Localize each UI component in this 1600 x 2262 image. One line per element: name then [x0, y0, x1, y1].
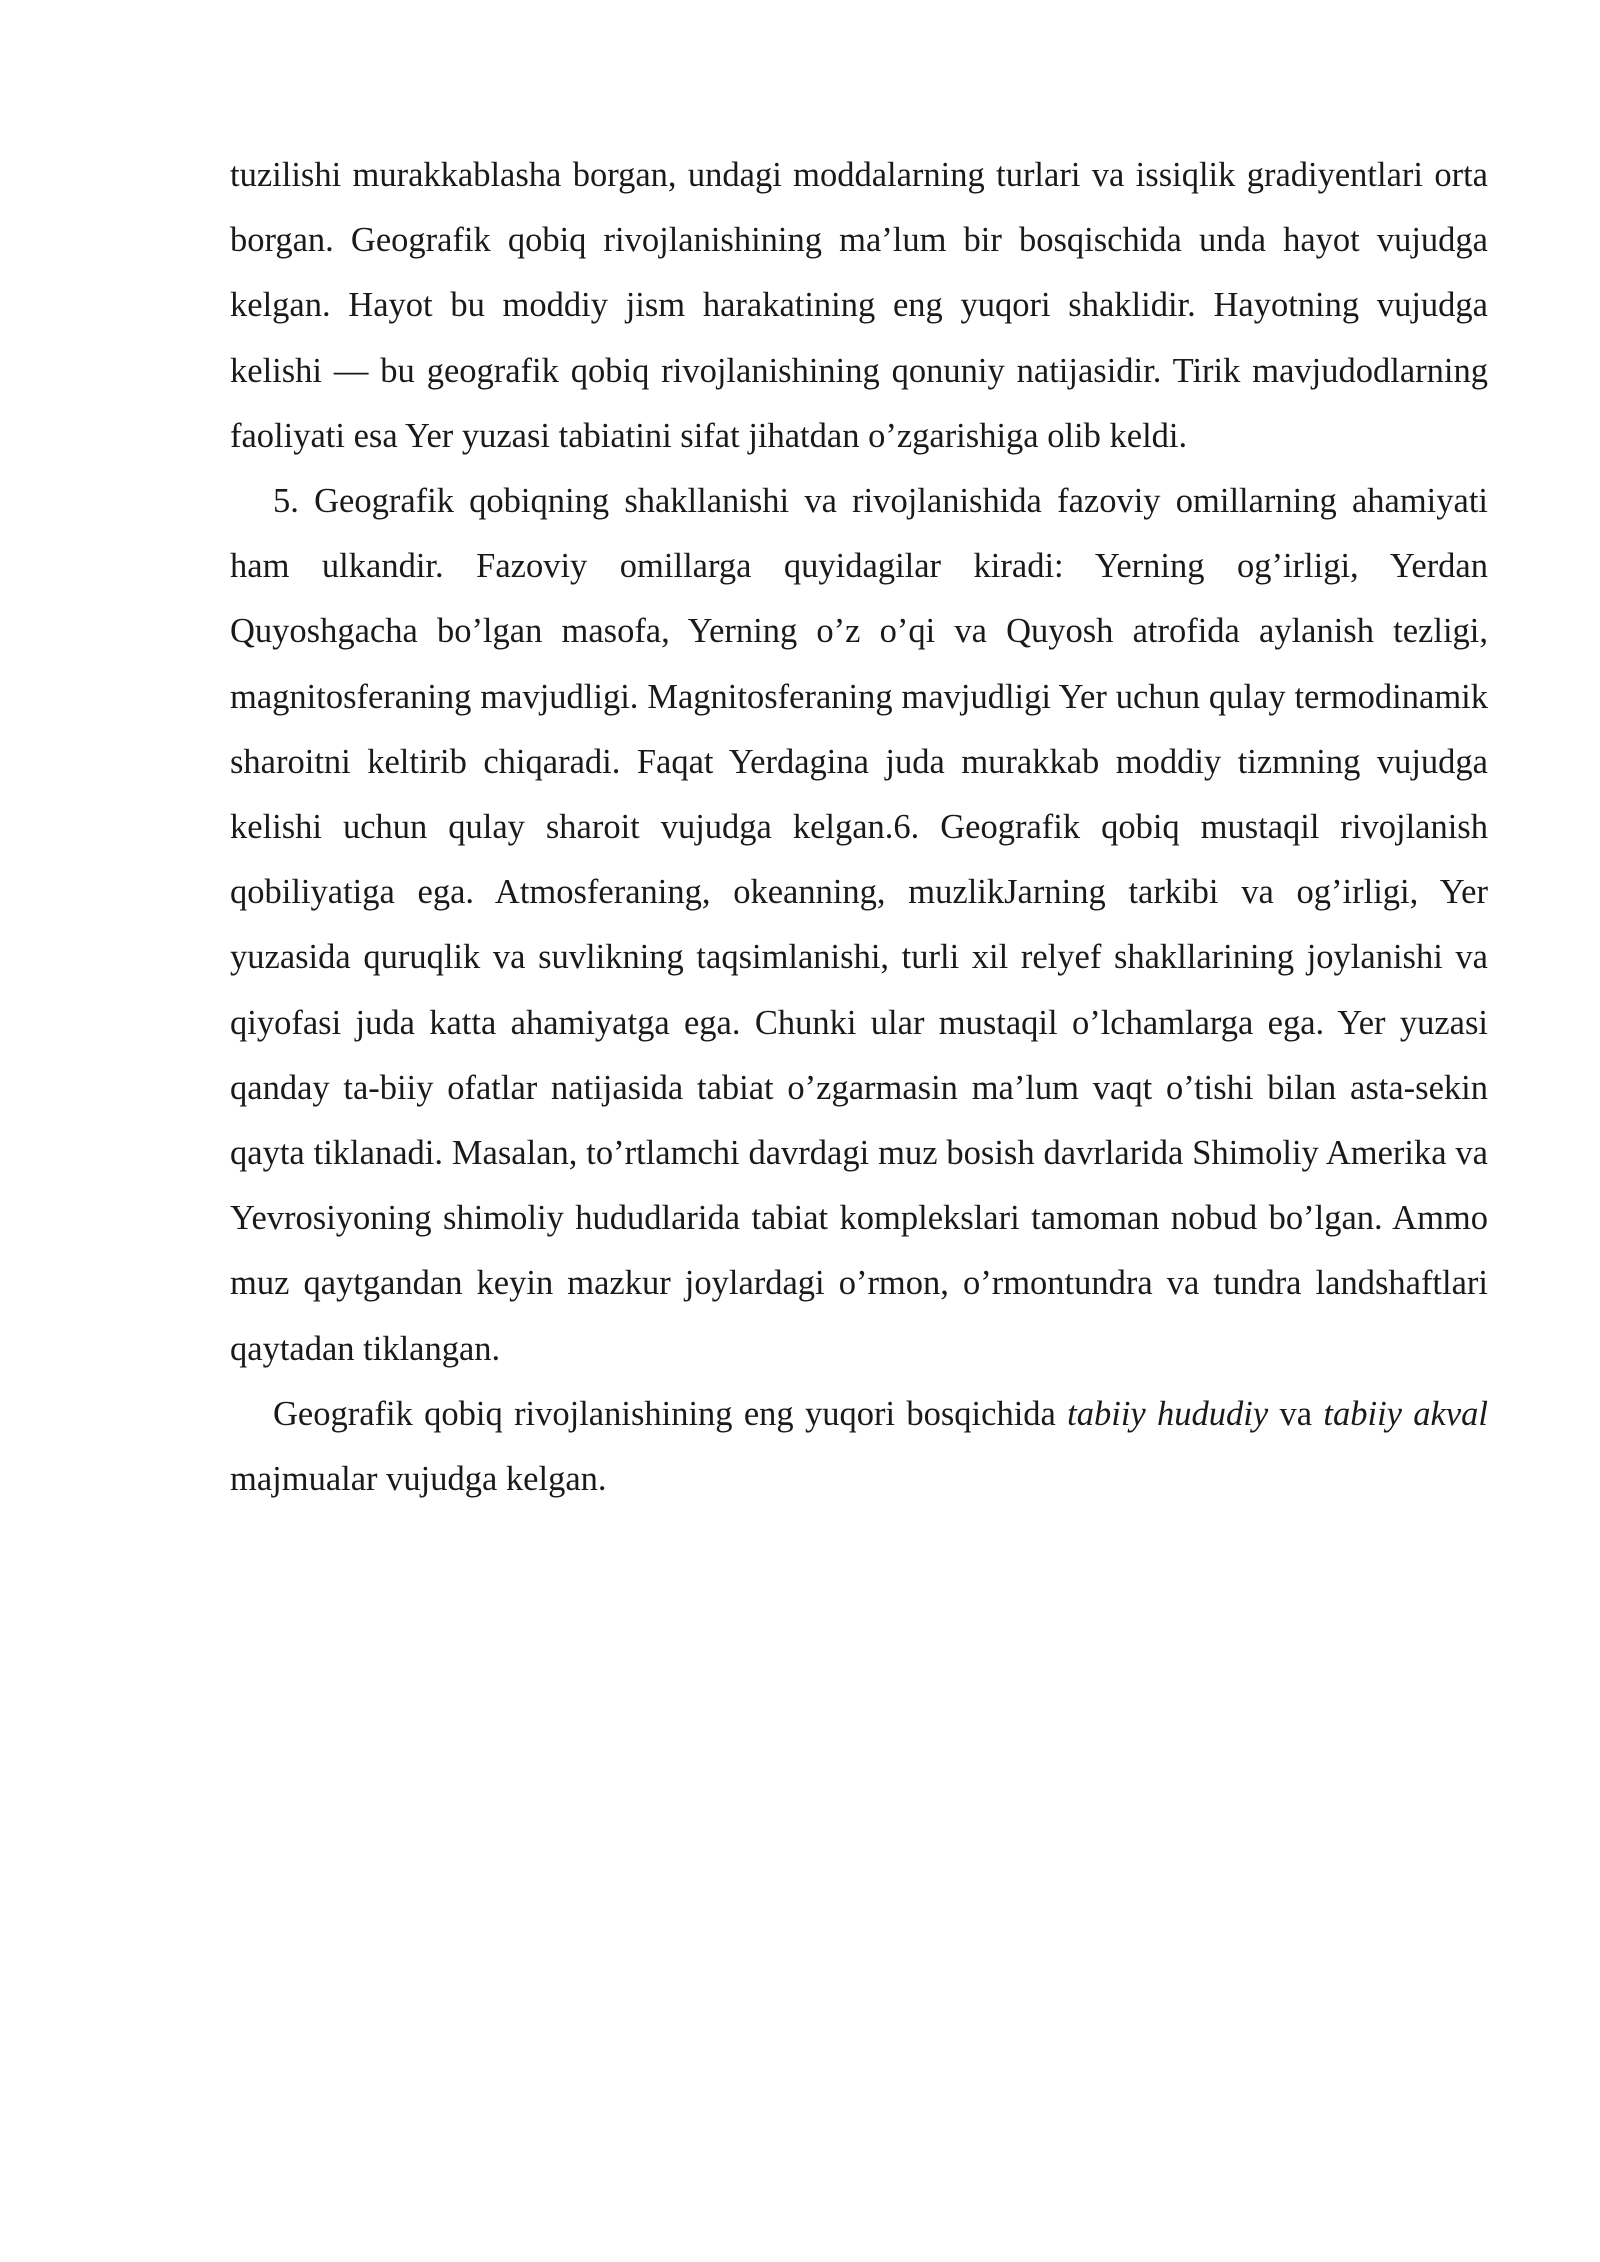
paragraph-conclusion: [230, 1382, 1488, 1512]
paragraph-factors: 5. Geografik qobiqning shakllanishi va rivojlanishida fazoviy omillarning ahamiyati ham ulkandir. Fazoviy omillarga quyidagilar kiradi: Yerning og’irligi, Yerdan Quyoshgacha bo’lgan masofa, Yerning o’z o’qi va Quyosh atrofida aylanish tezligi, magnitosferaning mavjudligi. Magnitosferaning mavjudligi Yer uchun qulay termodinamik sharoitni keltirib chiqaradi. Faqat Yerdagina juda murakkab moddiy tizmning vujudga kelishi uchun qulay sharoit vujudga kelgan.6. Geografik qobiq mustaqil rivojlanish qobiliyatiga ega. Atmosferaning, okeanning, muzlikJarning tarkibi va og’irligi, Yer yuzasida quruqlik va suvlikning taqsimlanishi, turli xil relyef shakllarining joylanishi va qiyofasi juda katta ahamiyatga ega. Chunki ular mustaqil o’lchamlarga ega. Yer yuzasi qanday ta-biiy ofatlar natijasida tabiat o’zgarmasin ma’lum vaqt o’tishi bilan asta-sekin qayta tiklanadi. Masalan, to’rtlamchi davrdagi muz bosish davrlarida Shimoliy Amerika va Yevrosiyoning shimoliy hududlarida tabiat komplekslari tamoman nobud bo’lgan. Ammo muz qaytgandan keyin mazkur joylardagi o’rmon, o’rmontundra va tundra landshaftlari qaytadan tiklangan.: [230, 482, 1488, 1368]
conclusion-italic-1: tabiiy hududiy: [1067, 1394, 1269, 1433]
conclusion-text-3: majmualar vujudga kelgan.: [230, 1460, 607, 1499]
paragraph-continuation: tuzilishi murakkablasha borgan, undagi moddalarning turlari va issiqlik gradiyentlari orta borgan. Geografik qobiq rivojlanishining ma’lum bir bosqischida unda hayot vujudga kelgan. Hayot bu moddiy jism harakatining eng yuqori shaklidir. Hayotning vujudga kelishi — bu geografik qobiq rivojlanishining qonuniy natijasidir. Tirik mavjudodlarning faoliyati esa Yer yuzasi tabiatini sifat jihatdan o’zgarishiga olib keldi.: [230, 156, 1488, 455]
conclusion-text-2: va: [1268, 1394, 1324, 1433]
body-text: [230, 143, 1488, 1512]
conclusion-text-1: Geografik qobiq rivojlanishining eng yuqori bosqichida: [273, 1394, 1068, 1433]
conclusion-italic-2: tabiiy akval: [1323, 1394, 1488, 1433]
